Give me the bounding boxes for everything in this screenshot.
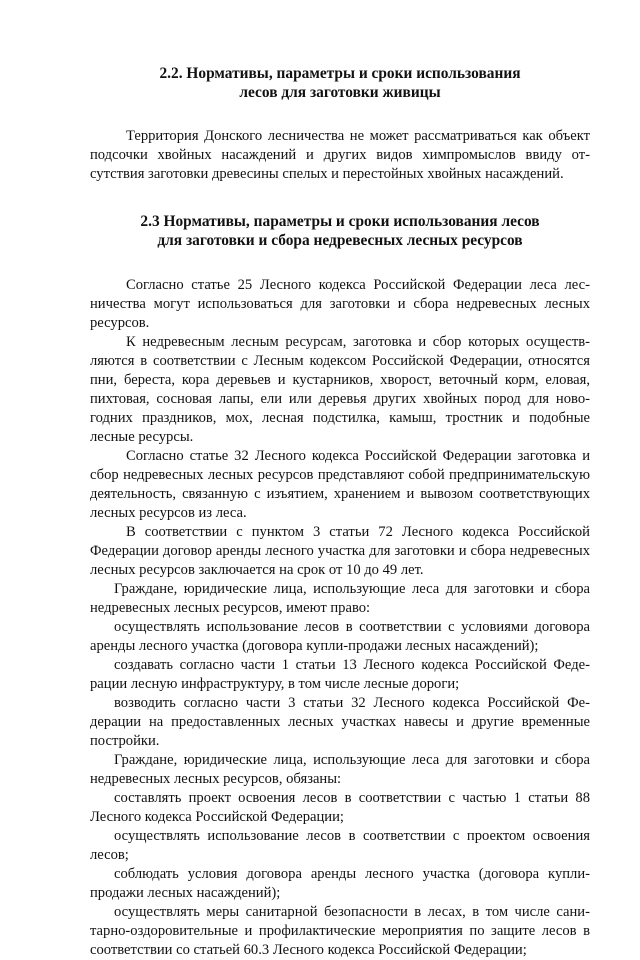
paragraph-obligations-intro: Граждане, юридические лица, использующие леса для заготовки и сбора недревесных лесных ресурсов, обязаны: [90,752,590,787]
section-2-2-heading-line-2: лесов для заготовки живицы [239,84,441,101]
section-2-3-heading-line-2: для заготовки и сбора недревесных лесных ресурсов [157,232,523,249]
paragraph-obligation-lease-terms: соблюдать условия договора аренды лесного участка (договора купли-продажи лесных насаждений); [90,866,590,901]
paragraph-obligation-project: составлять проект освоения лесов в соответствии с частью 1 статьи 88 Лесного кодекса Российской Федерации; [90,790,590,825]
section-2-3-body [90,276,590,960]
paragraph-obligation-sanitary: осуществлять меры санитарной безопасности в лесах, в том числе санитарно-оздоровительные и профилактические мероприятия по защите лесов в соответствии со статьей 60.3 Лесного кодекса Российской Федерации; [90,904,590,958]
document-page [90,60,590,960]
paragraph-right-infrastructure: создавать согласно части 1 статьи 13 Лесного кодекса Российской Федерации лесную инфраструктуру, в том числе лесные дороги; [90,657,590,692]
section-2-2-body [90,127,590,184]
paragraph-article-25: Согласно статье 25 Лесного кодекса Российской Федерации леса лесничества могут использоваться для заготовки и сбора недревесных лесных ресурсов. [90,277,590,331]
paragraph-rights-intro: Граждане, юридические лица, использующие леса для заготовки и сбора недревесных лесных ресурсов, имеют право: [90,581,590,616]
paragraph-right-temporary-buildings: возводить согласно части 3 статьи 32 Лесного кодекса Российской Федерации на предоставленных лесных участках навесы и другие временные постройки. [90,695,590,749]
paragraph-obligation-follow-project: осуществлять использование лесов в соответствии с проектом освоения лесов; [90,828,590,863]
paragraph-article-32: Согласно статье 32 Лесного кодекса Российской Федерации заготовка и сбор недревесных лесных ресурсов представляют собой предпринимательскую деятельность, связанную с изъятием, хранением и вывозом соответствующих лесных ресурсов из леса. [90,448,590,521]
section-2-2-heading [90,64,590,102]
section-2-2-paragraph: Территория Донского лесничества не может рассматриваться как объект подсочки хвойных насаждений и других видов химпромыслов ввиду отсутствия заготовки древесины спелых и перестойных хвойных насаждений. [90,128,590,182]
paragraph-non-timber-resources: К недревесным лесным ресурсам, заготовка и сбор которых осуществляются в соответствии с Лесным кодексом Российской Федерации, относятся пни, береста, кора деревьев и кустарников, хворост, веточный корм, еловая, пихтовая, сосновая лапы, ели или деревья других хвойных пород для новогодних праздников, мох, лесная подстилка, камыш, тростник и подобные лесные ресурсы. [90,334,590,445]
section-2-3-heading-line-1: 2.3 Нормативы, параметры и сроки использования лесов [140,213,540,230]
section-2-2-heading-line-1: 2.2. Нормативы, параметры и сроки использования [159,65,521,82]
section-2-3-heading [90,212,590,250]
paragraph-right-use-forests: осуществлять использование лесов в соответствии с условиями договора аренды лесного участка (договора купли-продажи лесных насаждений); [90,619,590,654]
paragraph-article-72: В соответствии с пунктом 3 статьи 72 Лесного кодекса Российской Федерации договор аренды лесного участка для заготовки и сбора недревесных лесных ресурсов заключается на срок от 10 до 49 лет. [90,524,590,578]
